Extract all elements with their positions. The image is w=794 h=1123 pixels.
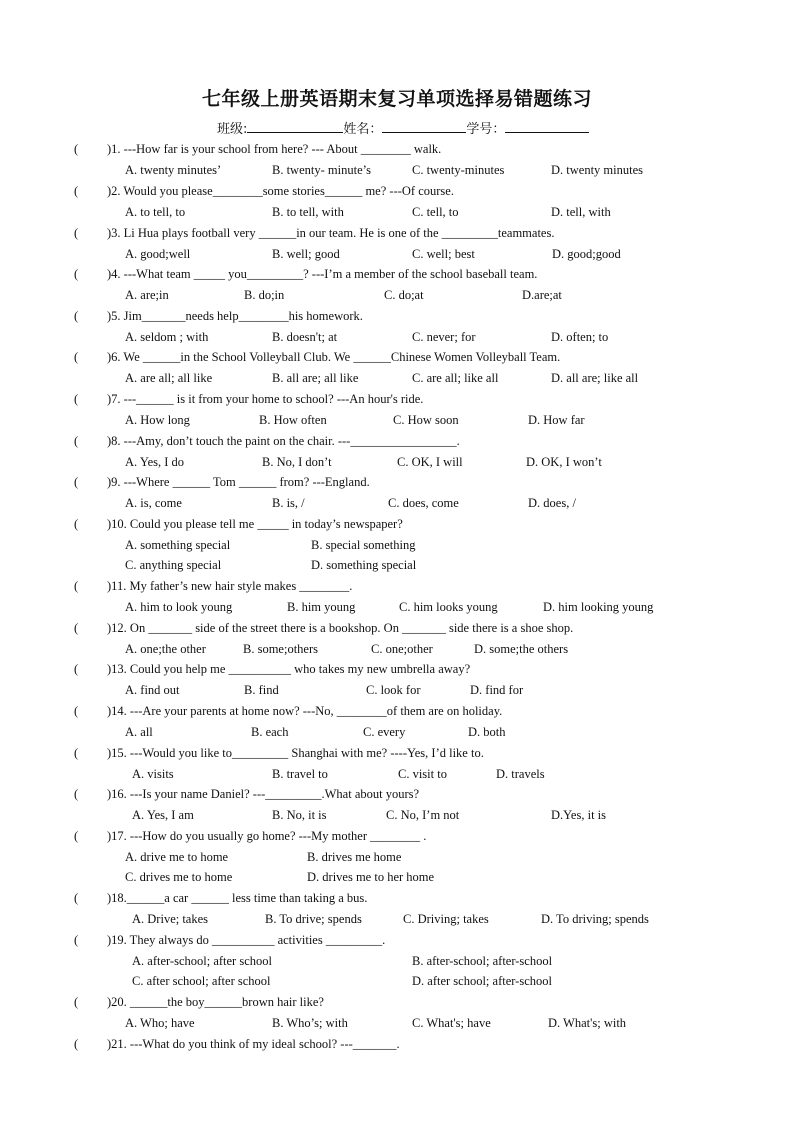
option-b[interactable]: B. each bbox=[251, 725, 289, 739]
option-c[interactable]: C. drives me to home bbox=[125, 870, 233, 884]
answer-bracket[interactable]: ( bbox=[74, 891, 79, 905]
answer-bracket[interactable]: ( bbox=[74, 829, 79, 843]
option-d[interactable]: D. How far bbox=[528, 413, 585, 427]
answer-bracket[interactable]: ( bbox=[74, 746, 79, 760]
option-d[interactable]: D.are;at bbox=[522, 288, 562, 302]
question-stem: )12. On _______ side of the street there is a bookshop. On _______ side there is a shoe shop. bbox=[107, 621, 574, 635]
option-a[interactable]: A. one;the other bbox=[125, 642, 206, 656]
question-stem: )5. Jim_______needs help________his homework. bbox=[107, 309, 363, 323]
option-d[interactable]: D. him looking young bbox=[543, 600, 654, 614]
answer-bracket[interactable]: ( bbox=[74, 704, 79, 718]
option-c[interactable]: C. well; best bbox=[412, 247, 475, 261]
option-row bbox=[0, 909, 794, 929]
question-18 bbox=[0, 888, 794, 908]
question-1 bbox=[0, 139, 794, 159]
question-7 bbox=[0, 389, 794, 409]
option-a[interactable]: A. something special bbox=[125, 538, 231, 552]
question-16 bbox=[0, 784, 794, 804]
option-c[interactable]: C. does, come bbox=[388, 496, 459, 510]
option-b[interactable]: B. Who’s; with bbox=[272, 1016, 348, 1030]
question-stem: )13. Could you help me __________ who takes my new umbrella away? bbox=[107, 662, 471, 676]
option-c[interactable]: C. never; for bbox=[412, 330, 476, 344]
question-stem: )11. My father’s new hair style makes ________. bbox=[107, 579, 353, 593]
question-11 bbox=[0, 576, 794, 596]
option-c[interactable]: C. twenty-minutes bbox=[412, 163, 505, 177]
question-6 bbox=[0, 347, 794, 367]
answer-bracket[interactable]: ( bbox=[74, 142, 79, 156]
question-8 bbox=[0, 431, 794, 451]
question-4 bbox=[0, 264, 794, 284]
question-stem: )10. Could you please tell me _____ in today’s newspaper? bbox=[107, 517, 403, 531]
option-b[interactable]: B. How often bbox=[259, 413, 327, 427]
answer-bracket[interactable]: ( bbox=[74, 1037, 79, 1051]
option-b[interactable]: B. No, I don’t bbox=[262, 455, 332, 469]
question-stem: )8. ---Amy, don’t touch the paint on the chair. ---_________________. bbox=[107, 434, 460, 448]
option-row bbox=[0, 244, 794, 264]
question-20 bbox=[0, 992, 794, 1012]
option-d[interactable]: D. does, / bbox=[528, 496, 576, 510]
option-row bbox=[0, 410, 794, 430]
answer-bracket[interactable]: ( bbox=[74, 309, 79, 323]
option-a[interactable]: A. visits bbox=[132, 767, 174, 781]
option-b[interactable]: B. all are; all like bbox=[272, 371, 359, 385]
question-3 bbox=[0, 223, 794, 243]
question-19 bbox=[0, 930, 794, 950]
student-info-line bbox=[217, 118, 589, 137]
answer-bracket[interactable]: ( bbox=[74, 392, 79, 406]
question-13 bbox=[0, 659, 794, 679]
option-row bbox=[0, 639, 794, 659]
option-d[interactable]: D. travels bbox=[496, 767, 545, 781]
option-d[interactable]: D. good;good bbox=[552, 247, 621, 261]
option-c[interactable]: C. tell, to bbox=[412, 205, 459, 219]
option-d[interactable]: D. What's; with bbox=[548, 1016, 627, 1030]
class-field[interactable] bbox=[247, 120, 343, 133]
answer-bracket[interactable]: ( bbox=[74, 621, 79, 635]
student-id-field[interactable] bbox=[505, 120, 589, 133]
answer-bracket[interactable]: ( bbox=[74, 350, 79, 364]
answer-bracket[interactable]: ( bbox=[74, 434, 79, 448]
option-a[interactable]: A. seldom ; with bbox=[125, 330, 209, 344]
answer-bracket[interactable]: ( bbox=[74, 933, 79, 947]
question-stem: )4. ---What team _____ you_________? ---I’m a member of the school baseball team. bbox=[107, 267, 538, 281]
option-row bbox=[0, 867, 794, 887]
question-stem: )18.______a car ______ less time than taking a bus. bbox=[107, 891, 368, 905]
question-stem: )2. Would you please________some stories______ me? ---Of course. bbox=[107, 184, 454, 198]
id-label: 学号： bbox=[466, 122, 506, 137]
option-c[interactable]: C. one;other bbox=[371, 642, 433, 656]
option-row bbox=[0, 1013, 794, 1033]
option-row bbox=[0, 680, 794, 700]
option-row bbox=[0, 327, 794, 347]
option-d[interactable]: D. drives me to her home bbox=[307, 870, 435, 884]
option-d[interactable]: D.Yes, it is bbox=[551, 808, 606, 822]
option-b[interactable]: B. is, / bbox=[272, 496, 305, 510]
option-b[interactable]: B. travel to bbox=[272, 767, 328, 781]
option-row bbox=[0, 285, 794, 305]
option-row bbox=[0, 202, 794, 222]
option-row bbox=[0, 555, 794, 575]
question-stem: )17. ---How do you usually go home? ---My mother ________ . bbox=[107, 829, 427, 843]
question-stem: )14. ---Are your parents at home now? ---No, ________of them are on holiday. bbox=[107, 704, 503, 718]
option-row bbox=[0, 847, 794, 867]
answer-bracket[interactable]: ( bbox=[74, 267, 79, 281]
option-row bbox=[0, 493, 794, 513]
option-d[interactable]: D. To driving; spends bbox=[541, 912, 649, 926]
page-title: 七年级上册英语期末复习单项选择易错题练习 bbox=[201, 88, 592, 110]
question-stem: )1. ---How far is your school from here? --- About ________ walk. bbox=[107, 142, 442, 156]
question-stem: )19. They always do __________ activities _________. bbox=[107, 933, 386, 947]
option-d[interactable]: D. after school; after-school bbox=[412, 974, 552, 988]
option-b[interactable]: B. twenty- minute’s bbox=[272, 163, 371, 177]
option-c[interactable]: C. No, I’m not bbox=[386, 808, 460, 822]
option-row bbox=[0, 597, 794, 617]
option-row bbox=[0, 535, 794, 555]
option-row bbox=[0, 951, 794, 971]
question-21 bbox=[0, 1034, 794, 1054]
option-c[interactable]: C. How soon bbox=[393, 413, 459, 427]
class-label: 班级: bbox=[217, 122, 248, 137]
option-a[interactable]: A. Who; have bbox=[125, 1016, 195, 1030]
option-c[interactable]: C. do;at bbox=[384, 288, 424, 302]
option-a[interactable]: A. Drive; takes bbox=[132, 912, 209, 926]
option-d[interactable]: D. both bbox=[468, 725, 506, 739]
name-label: 姓名： bbox=[343, 122, 383, 137]
option-b[interactable]: B. well; good bbox=[272, 247, 340, 261]
option-b[interactable]: B. find bbox=[244, 683, 279, 697]
option-row bbox=[0, 805, 794, 825]
question-stem: )6. We ______in the School Volleyball Club. We ______Chinese Women Volleyball Team. bbox=[107, 350, 561, 364]
option-row bbox=[0, 971, 794, 991]
answer-bracket[interactable]: ( bbox=[74, 475, 79, 489]
option-b[interactable]: B. to tell, with bbox=[272, 205, 344, 219]
option-row bbox=[0, 368, 794, 388]
option-b[interactable]: B. drives me home bbox=[307, 850, 402, 864]
option-b[interactable]: B. No, it is bbox=[272, 808, 327, 822]
option-d[interactable]: D. twenty minutes bbox=[551, 163, 644, 177]
option-c[interactable]: C. him looks young bbox=[399, 600, 498, 614]
question-stem: )15. ---Would you like to_________ Shanghai with me? ----Yes, I’d like to. bbox=[107, 746, 484, 760]
option-c[interactable]: C. Driving; takes bbox=[403, 912, 489, 926]
option-a[interactable]: A. are;in bbox=[125, 288, 169, 302]
question-15 bbox=[0, 743, 794, 763]
option-c[interactable]: C. after school; after school bbox=[132, 974, 271, 988]
option-a[interactable]: A. to tell, to bbox=[125, 205, 186, 219]
option-b[interactable]: B. doesn't; at bbox=[272, 330, 338, 344]
option-c[interactable]: C. are all; like all bbox=[412, 371, 499, 385]
question-10 bbox=[0, 514, 794, 534]
question-stem: )7. ---______ is it from your home to school? ---An hour's ride. bbox=[107, 392, 424, 406]
option-c[interactable]: C. What's; have bbox=[412, 1016, 491, 1030]
answer-bracket[interactable]: ( bbox=[74, 787, 79, 801]
question-17 bbox=[0, 826, 794, 846]
question-stem: )16. ---Is your name Daniel? ---_________.What about yours? bbox=[107, 787, 420, 801]
option-d[interactable]: D. some;the others bbox=[474, 642, 569, 656]
option-row bbox=[0, 764, 794, 784]
option-d[interactable]: D. often; to bbox=[551, 330, 609, 344]
option-c[interactable]: C. anything special bbox=[125, 558, 222, 572]
answer-bracket[interactable]: ( bbox=[74, 579, 79, 593]
option-a[interactable]: A. him to look young bbox=[125, 600, 233, 614]
option-d[interactable]: D. something special bbox=[311, 558, 417, 572]
question-14 bbox=[0, 701, 794, 721]
answer-bracket[interactable]: ( bbox=[74, 517, 79, 531]
option-d[interactable]: D. find for bbox=[470, 683, 524, 697]
question-12 bbox=[0, 618, 794, 638]
question-5 bbox=[0, 306, 794, 326]
option-a[interactable]: A. after-school; after school bbox=[132, 954, 272, 968]
question-2 bbox=[0, 181, 794, 201]
option-b[interactable]: B. after-school; after-school bbox=[412, 954, 553, 968]
option-d[interactable]: D. all are; like all bbox=[551, 371, 639, 385]
answer-bracket[interactable]: ( bbox=[74, 995, 79, 1009]
answer-bracket[interactable]: ( bbox=[74, 662, 79, 676]
option-row bbox=[0, 722, 794, 742]
option-a[interactable]: A. good;well bbox=[125, 247, 191, 261]
option-a[interactable]: A. twenty minutes’ bbox=[125, 163, 222, 177]
option-b[interactable]: B. some;others bbox=[243, 642, 318, 656]
option-a[interactable]: A. How long bbox=[125, 413, 190, 427]
option-c[interactable]: C. OK, I will bbox=[397, 455, 463, 469]
option-a[interactable]: A. find out bbox=[125, 683, 180, 697]
option-b[interactable]: B. To drive; spends bbox=[265, 912, 362, 926]
option-a[interactable]: A. all bbox=[125, 725, 153, 739]
option-d[interactable]: D. tell, with bbox=[551, 205, 611, 219]
option-b[interactable]: B. special something bbox=[311, 538, 416, 552]
question-stem: )9. ---Where ______ Tom ______ from? ---England. bbox=[107, 475, 370, 489]
option-a[interactable]: A. is, come bbox=[125, 496, 182, 510]
option-b[interactable]: B. do;in bbox=[244, 288, 285, 302]
question-stem: )20. ______the boy______brown hair like? bbox=[107, 995, 324, 1009]
option-a[interactable]: A. drive me to home bbox=[125, 850, 229, 864]
option-a[interactable]: A. Yes, I am bbox=[132, 808, 194, 822]
name-field[interactable] bbox=[382, 120, 466, 133]
option-c[interactable]: C. look for bbox=[366, 683, 421, 697]
option-c[interactable]: C. every bbox=[363, 725, 406, 739]
question-9 bbox=[0, 472, 794, 492]
option-c[interactable]: C. visit to bbox=[398, 767, 447, 781]
answer-bracket[interactable]: ( bbox=[74, 226, 79, 240]
option-row bbox=[0, 452, 794, 472]
answer-bracket[interactable]: ( bbox=[74, 184, 79, 198]
option-b[interactable]: B. him young bbox=[287, 600, 356, 614]
question-stem: )21. ---What do you think of my ideal school? ---_______. bbox=[107, 1037, 400, 1051]
option-a[interactable]: A. Yes, I do bbox=[125, 455, 185, 469]
option-a[interactable]: A. are all; all like bbox=[125, 371, 213, 385]
option-row bbox=[0, 160, 794, 180]
question-stem: )3. Li Hua plays football very ______in our team. He is one of the _________teammates. bbox=[107, 226, 555, 240]
option-d[interactable]: D. OK, I won’t bbox=[526, 455, 602, 469]
